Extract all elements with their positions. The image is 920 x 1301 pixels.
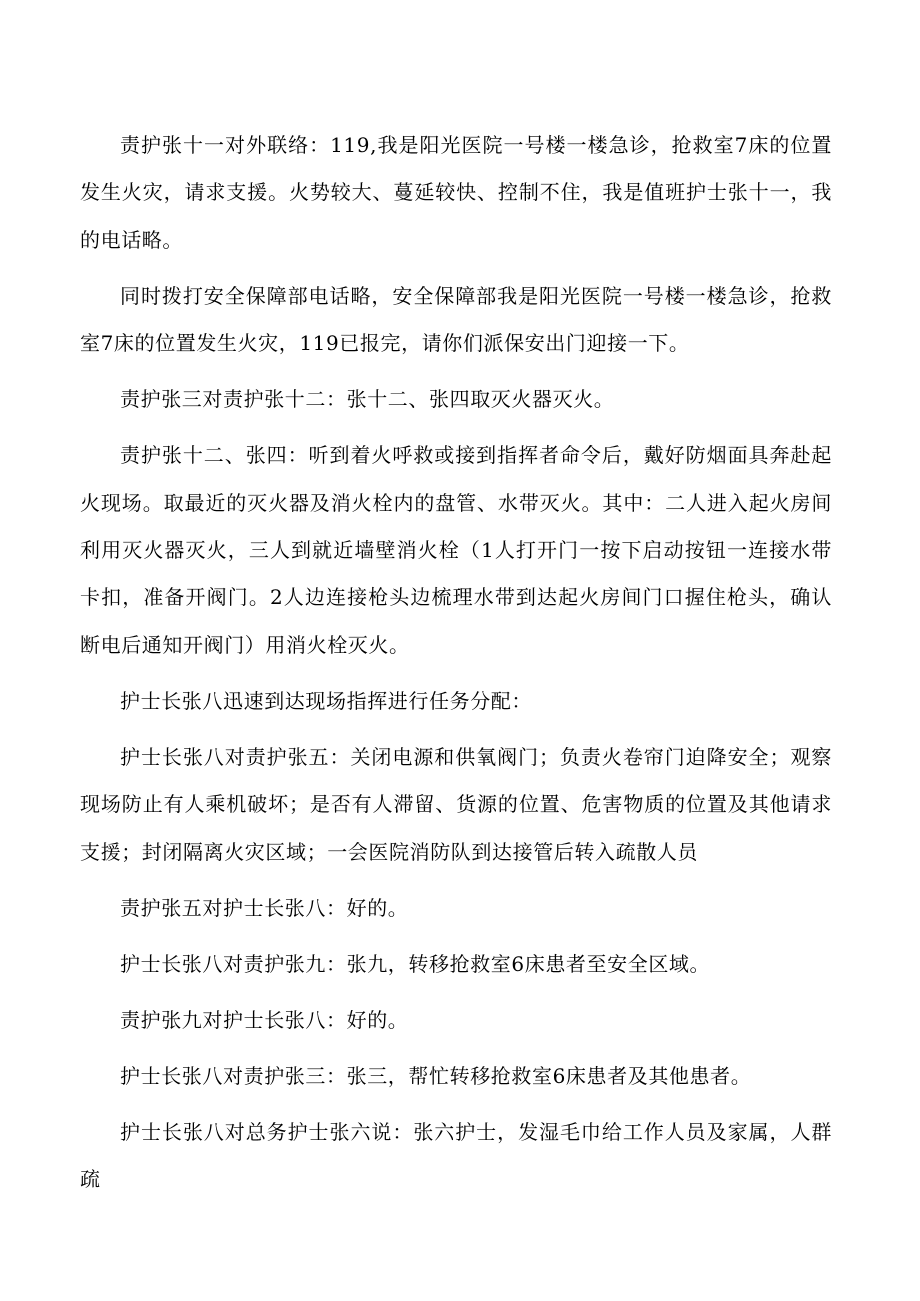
document-body — [80, 122, 832, 1212]
paragraph-task-assignment-zhangjiu: 护士长张八对责护张九：张九，转移抢救室6床患者至安全区域。 — [120, 951, 711, 976]
paragraph-head-nurse-arrival: 护士长张八迅速到达现场指挥进行任务分配： — [120, 688, 532, 713]
paragraph-reply-zhangwu: 责护张五对护士长张八：好的。 — [120, 895, 409, 920]
paragraph-task-assignment-zhangsan: 护士长张八对责护张三：张三，帮忙转移抢救室6床患者及其他患者。 — [120, 1063, 752, 1088]
paragraph-reply-zhangjiu: 责护张九对护士长张八：好的。 — [120, 1007, 409, 1032]
paragraph-security-call: 同时拨打安全保障部电话略，安全保障部我是阳光医院一号楼一楼急诊，抢救室7床的位置发生火灾，119已报完，请你们派保安出门迎接一下。 — [80, 283, 832, 356]
paragraph-extinguisher-order: 责护张三对责护张十二：张十二、张四取灭火器灭火。 — [120, 387, 615, 412]
paragraph-external-contact: 责护张十一对外联络：119,我是阳光医院一号楼一楼急诊，抢救室7床的位置发生火灾，请求支援。火势较大、蔓延较快、控制不住，我是值班护士张十一，我的电话略。 — [80, 133, 832, 252]
paragraph-task-assignment-zhangwu: 护士长张八对责护张五：关闭电源和供氧阀门；负责火卷帘门迫降安全；观察现场防止有人乘机破坏；是否有人滞留、货源的位置、危害物质的位置及其他请求支援；封闭隔离火灾区域；一会医院消防队到达接管后转入疏散人员 — [80, 744, 832, 864]
paragraph-firefighting-procedure: 责护张十二、张四：听到着火呼救或接到指挥者命令后，戴好防烟面具奔赴起火现场。取最近的灭火器及消火栓内的盘管、水带灭火。其中：二人进入起火房间利用灭火器灭火，三人到就近墙壁消火栓（1人打开门一按下启动按钮一连接水带卡扣，准备开阀门。2人边连接枪头边梳理水带到达起火房间门口握住枪头，确认断电后通知开阀门）用消火栓灭火。 — [80, 443, 832, 657]
paragraph-task-assignment-zhangliu: 护士长张八对总务护士张六说：张六护士，发湿毛巾给工作人员及家属，人群疏 — [80, 1119, 832, 1192]
